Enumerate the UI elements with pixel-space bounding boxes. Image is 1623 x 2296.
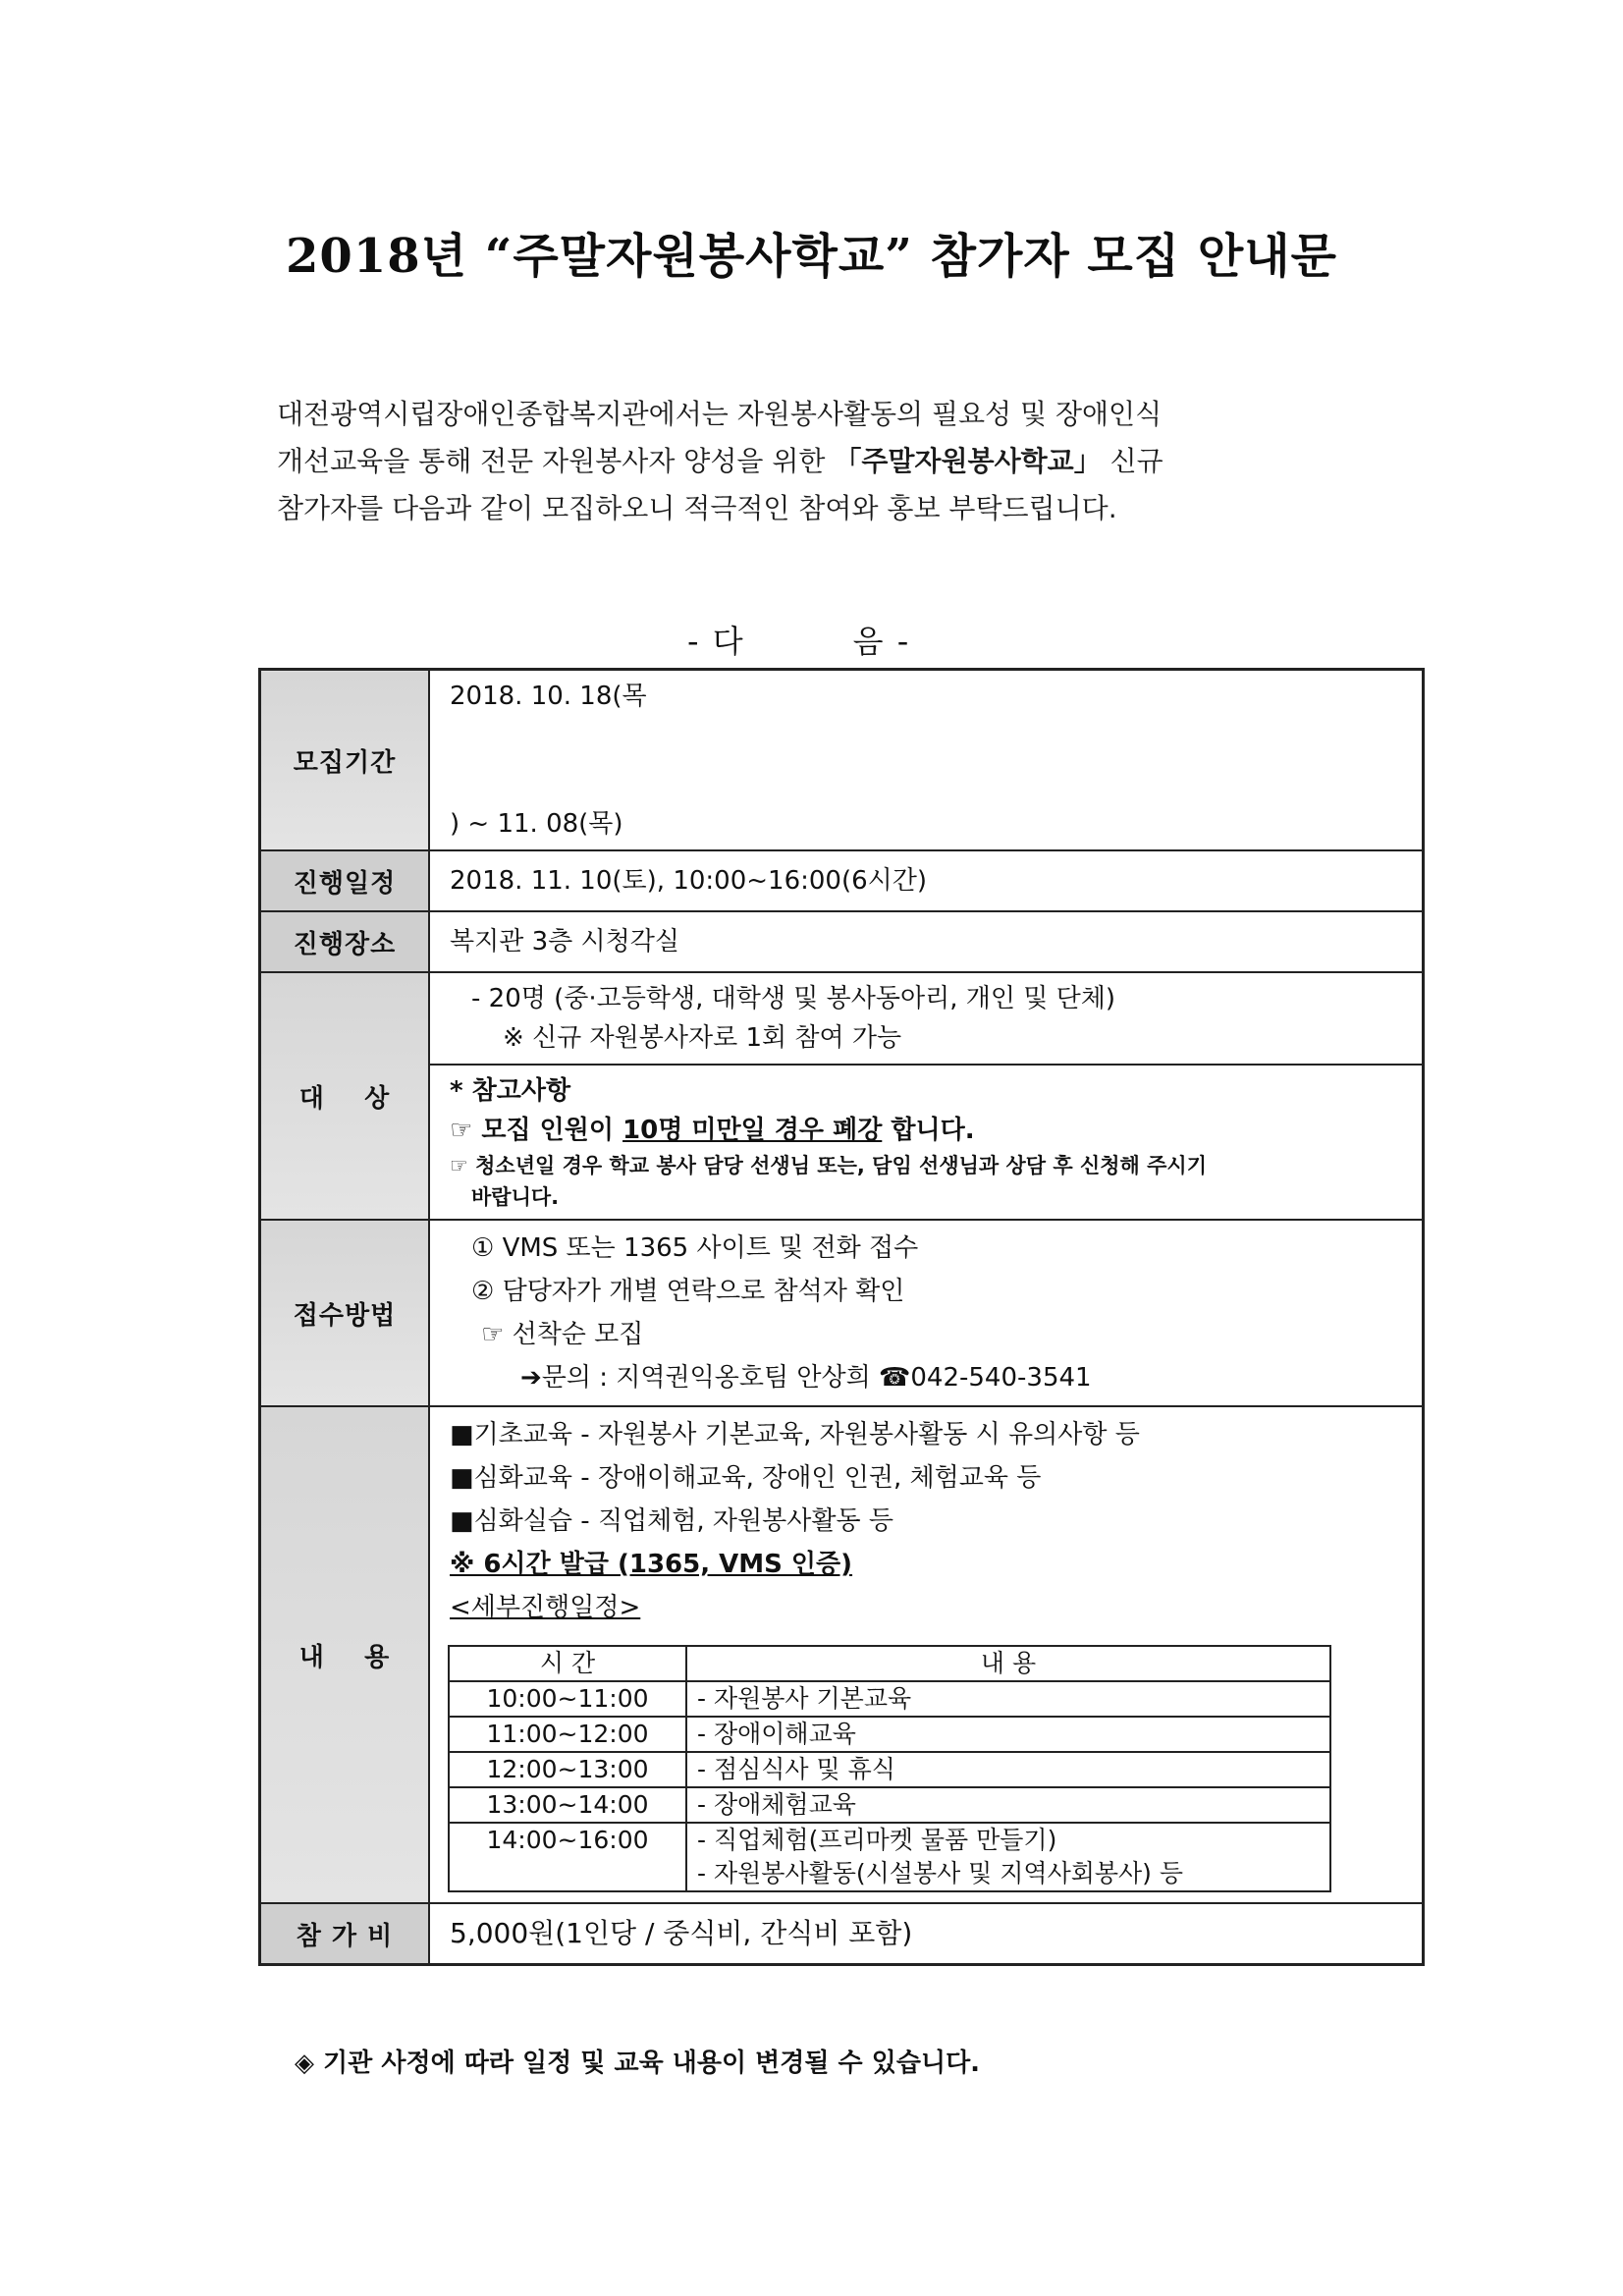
intro-line-1: 대전광역시립장애인종합복지관에서는 자원봉사활동의 필요성 및 장애인식 bbox=[277, 398, 1163, 430]
place-value: 복지관 3층 시청각실 bbox=[450, 927, 679, 957]
label-target: 대 상 bbox=[260, 972, 430, 1220]
reference-note-1-text-c: 합니다. bbox=[882, 1116, 975, 1145]
schedule-time: 14:00~16:00 bbox=[449, 1823, 686, 1891]
schedule-content: - 장애체험교육 bbox=[686, 1787, 1330, 1823]
content-basic: ■기초교육 - 자원봉사 기본교육, 자원봉사활동 시 유의사항 등 bbox=[450, 1420, 1140, 1449]
schedule-content: - 자원봉사활동(시설봉사 및 지역사회봉사) 등 bbox=[697, 1859, 1184, 1887]
intro-line-3: 참가자를 다음과 같이 모집하오니 적극적인 참여와 홍보 부탁드립니다. bbox=[277, 492, 1117, 524]
info-table bbox=[258, 668, 1425, 1966]
table-row bbox=[449, 1681, 1330, 1717]
intro-line-2-text-a: 개선교육을 통해 전문 자원봉사자 양성을 위한 bbox=[277, 445, 835, 477]
table-row bbox=[449, 1823, 1330, 1891]
page-title: 2018년 “주말자원봉사학교” 참가자 모집 안내문 bbox=[286, 229, 1337, 284]
intro-line-2 bbox=[277, 438, 1377, 485]
next-heading bbox=[687, 617, 910, 662]
schedule-content: - 점심식사 및 휴식 bbox=[686, 1752, 1330, 1787]
apply-method-1: ① VMS 또는 1365 사이트 및 전화 접수 bbox=[471, 1233, 919, 1263]
intro-line-2-text-c: 신규 bbox=[1101, 445, 1163, 477]
reference-note-1-emphasis: 10명 미만일 경우 폐강 bbox=[622, 1116, 883, 1145]
period-end: ) ~ 11. 08(목) bbox=[450, 809, 623, 839]
label-content: 내 용 bbox=[260, 1406, 430, 1903]
table-row bbox=[449, 1717, 1330, 1752]
row-target bbox=[260, 972, 1424, 1220]
reference-note-2: ☞ 청소년일 경우 학교 봉사 담당 선생님 또는, 담임 선생님과 상담 후 신청해 주시기 bbox=[450, 1154, 1207, 1177]
fee-value: 5,000원(1인당 / 중식비, 간식비 포함) bbox=[450, 1917, 913, 1949]
row-period bbox=[260, 670, 1424, 851]
reference-title: * 참고사항 bbox=[450, 1076, 571, 1106]
detail-schedule-header bbox=[449, 1646, 1330, 1681]
row-apply bbox=[260, 1220, 1424, 1406]
apply-contact: ➔문의 : 지역권익옹호팀 안상희 ☎042-540-3541 bbox=[520, 1363, 1092, 1393]
label-period: 모집기간 bbox=[260, 670, 430, 851]
label-place: 진행장소 bbox=[260, 911, 430, 972]
footnote: ◈ 기관 사정에 따라 일정 및 교육 내용이 변경될 수 있습니다. bbox=[295, 2049, 981, 2078]
schedule-content: - 자원봉사 기본교육 bbox=[686, 1681, 1330, 1717]
content-advanced: ■심화교육 - 장애이해교육, 장애인 인권, 체험교육 등 bbox=[450, 1463, 1042, 1493]
row-content bbox=[260, 1406, 1424, 1903]
next-heading-right: 음 - bbox=[852, 623, 911, 660]
row-schedule bbox=[260, 850, 1424, 911]
label-fee: 참 가 비 bbox=[260, 1903, 430, 1965]
apply-first-come: ☞ 선착순 모집 bbox=[481, 1320, 644, 1349]
schedule-time: 11:00~12:00 bbox=[449, 1717, 686, 1752]
schedule-time: 10:00~11:00 bbox=[449, 1681, 686, 1717]
header-time: 시 간 bbox=[449, 1646, 686, 1681]
table-row bbox=[449, 1787, 1330, 1823]
target-count: - 20명 (중·고등학생, 대학생 및 봉사동아리, 개인 및 단체) bbox=[471, 984, 1115, 1013]
period-start: 2018. 10. 18(목 bbox=[450, 682, 647, 711]
row-fee bbox=[260, 1903, 1424, 1965]
program-name: 「주말자원봉사학교」 bbox=[834, 445, 1102, 477]
header-content: 내 용 bbox=[686, 1646, 1330, 1681]
apply-method-2: ② 담당자가 개별 연락으로 참석자 확인 bbox=[471, 1277, 905, 1306]
label-schedule: 진행일정 bbox=[260, 850, 430, 911]
reference-note-1 bbox=[450, 1111, 1402, 1150]
row-place bbox=[260, 911, 1424, 972]
content-certificate: ※ 6시간 발급 (1365, VMS 인증) bbox=[450, 1550, 853, 1579]
target-note: ※ 신규 자원봉사자로 1회 참여 가능 bbox=[503, 1023, 902, 1053]
label-apply: 접수방법 bbox=[260, 1220, 430, 1406]
table-row bbox=[449, 1752, 1330, 1787]
schedule-content: - 장애이해교육 bbox=[686, 1717, 1330, 1752]
detail-schedule-title: <세부진행일정> bbox=[450, 1593, 641, 1622]
detail-schedule-table bbox=[448, 1645, 1331, 1892]
reference-note-1-text-a: ☞ 모집 인원이 bbox=[450, 1116, 623, 1145]
schedule-value: 2018. 11. 10(토), 10:00~16:00(6시간) bbox=[450, 866, 928, 896]
schedule-content: - 직업체험(프리마켓 물품 만들기) bbox=[697, 1826, 1057, 1854]
reference-note-2-cont: 바랍니다. bbox=[471, 1185, 560, 1209]
content-practice: ■심화실습 - 직업체험, 자원봉사활동 등 bbox=[450, 1506, 894, 1536]
schedule-time: 13:00~14:00 bbox=[449, 1787, 686, 1823]
next-heading-left: - 다 bbox=[687, 623, 745, 660]
intro-paragraph bbox=[277, 391, 1377, 532]
schedule-time: 12:00~13:00 bbox=[449, 1752, 686, 1787]
